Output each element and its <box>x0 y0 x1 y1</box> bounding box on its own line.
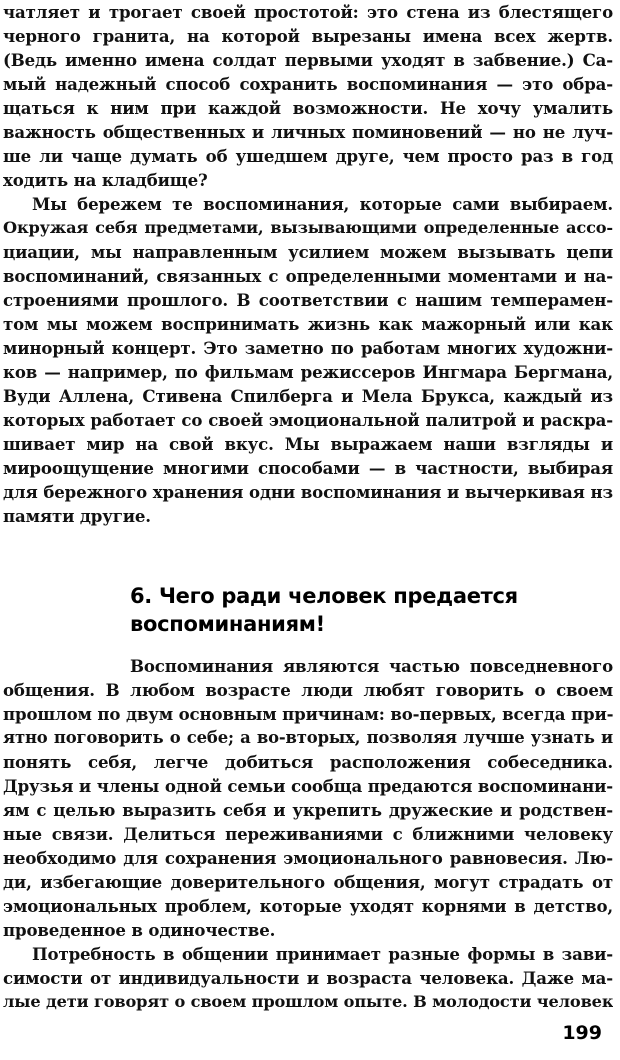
text-line: шивает мир на свой вкус. Мы выражаем наши взгляды и <box>3 434 613 454</box>
text-line: памяти другие. <box>3 506 151 526</box>
text-line: Друзья и члены одной семьи сообща предаются воспоминани- <box>3 776 613 796</box>
text-line: (Ведь именно имена солдат первыми уходят в забвение.) Са- <box>3 50 613 70</box>
text-line: том мы можем воспринимать жизнь как мажорный или как <box>3 314 613 334</box>
page-number: 199 <box>562 1022 602 1044</box>
text-line: понять себя, легче добиться расположения собеседника. <box>3 752 613 772</box>
text-line: черного гранита, на которой вырезаны имена всех жертв. <box>3 26 613 46</box>
text-line: чатляет и трогает своей простотой: это стена из блестящего <box>3 2 613 22</box>
text-line: ков — например, по фильмам режиссеров Ингмара Бергмана, <box>3 362 613 382</box>
text-line: важность общественных и личных поминовений — но не луч- <box>3 122 613 142</box>
text-line: проведенное в одиночестве. <box>3 920 276 940</box>
text-line: прошлом по двум основным причинам: во-первых, всегда при- <box>3 704 613 724</box>
section-heading-line-2: воспоминаниям! <box>130 612 325 636</box>
text-line: необходимо для сохранения эмоционального равновесия. Лю- <box>3 848 613 868</box>
text-line: ям с целью выразить себя и укрепить дружеские и родствен- <box>3 800 613 820</box>
text-line: Воспоминания являются частью повседневного <box>130 656 613 676</box>
text-line: эмоциональных проблем, которые уходят корнями в детство, <box>3 896 613 916</box>
text-line: Вуди Аллена, Стивена Спилберга и Мела Брукса, каждый из <box>3 386 613 406</box>
text-line: воспоминаний, связанных с определенными моментами и на- <box>3 266 613 286</box>
text-line: ные связи. Делиться переживаниями с ближними человеку <box>3 824 613 844</box>
text-line: Окружая себя предметами, вызывающими определенные ассо- <box>3 218 613 237</box>
text-line: мый надежный способ сохранить воспоминания — это обра- <box>3 74 613 94</box>
text-line: симости от индивидуальности и возраста человека. Даже ма- <box>3 968 613 988</box>
text-line: общения. В любом возрасте люди любят говорить о своем <box>3 680 613 700</box>
text-line: ходить на кладбище? <box>3 170 208 190</box>
text-line: для бережного хранения одни воспоминания и вычеркивая нз <box>3 482 613 502</box>
text-line: строениями прошлого. В соответствии с нашим темперамен- <box>3 290 613 310</box>
text-line: Мы бережем те воспоминания, которые сами выбираем. <box>32 194 613 214</box>
text-line: мироощущение многими способами — в частности, выбирая <box>3 458 613 478</box>
text-line: циации, мы направленным усилием можем вызывать цепи <box>3 242 613 262</box>
text-line: Потребность в общении принимает разные формы в зави- <box>32 944 613 964</box>
text-line: которых работает со своей эмоциональной палитрой и раскра- <box>3 410 613 430</box>
text-line: минорный концерт. Это заметно по работам многих художни- <box>3 338 613 358</box>
text-line: лые дети говорят о своем прошлом опыте. В молодости человек <box>3 992 613 1011</box>
text-line: ше ли чаще думать об ушедшем друге, чем просто раз в год <box>3 146 613 166</box>
text-line: ятно поговорить о себе; а во-вторых, позволяя лучше узнать и <box>3 728 613 747</box>
text-line: щаться к ним при каждой возможности. Не хочу умалить <box>3 98 613 118</box>
section-heading-line-1: 6. Чего ради человек предается <box>130 584 518 608</box>
text-line: ди, избегающие доверительного общения, могут страдать от <box>3 872 613 892</box>
